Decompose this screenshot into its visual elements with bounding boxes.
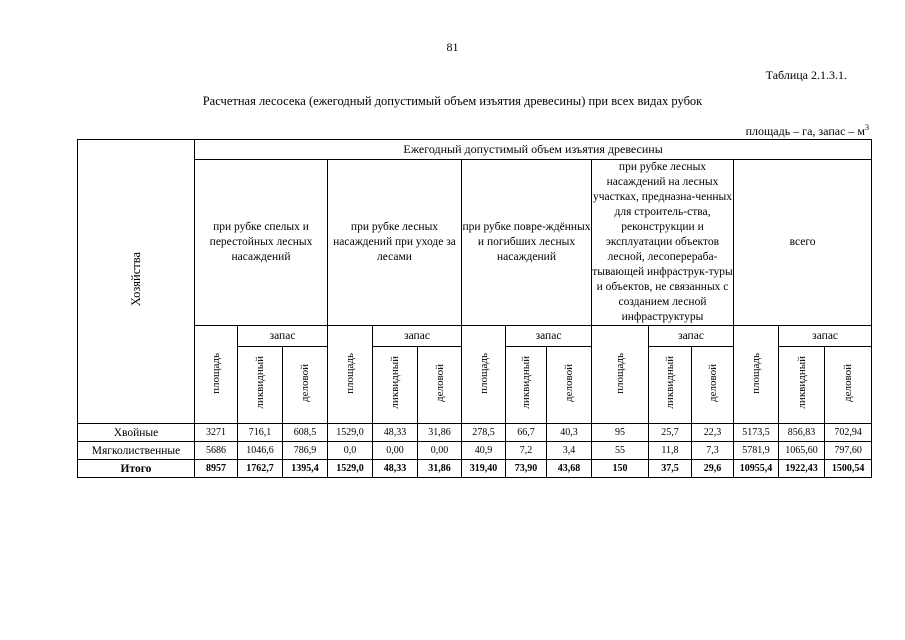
data-cell: 1046,6 xyxy=(238,442,283,460)
data-cell: 5173,5 xyxy=(734,424,779,442)
business-header-cell xyxy=(825,347,872,424)
data-cell: 73,90 xyxy=(506,460,547,478)
zapas-header: запас xyxy=(779,326,872,347)
area-header-cell xyxy=(734,326,779,424)
data-cell: 25,7 xyxy=(649,424,692,442)
units-superscript: 3 xyxy=(865,123,869,132)
data-cell: 608,5 xyxy=(283,424,328,442)
data-cell: 8957 xyxy=(195,460,238,478)
units-text: площадь – га, запас – м xyxy=(745,124,865,138)
liquid-header: ликвидный xyxy=(520,356,532,409)
area-header: площадь xyxy=(344,352,356,394)
area-header-cell xyxy=(328,326,373,424)
farm-header-cell xyxy=(78,140,195,424)
table-label: Таблица 2.1.3.1. xyxy=(765,68,847,82)
farm-header: Хозяйства xyxy=(128,252,143,307)
data-cell: 278,5 xyxy=(462,424,506,442)
row-label: Мягколиственные xyxy=(78,442,195,460)
data-cell: 37,5 xyxy=(649,460,692,478)
document-title: Расчетная лесосека (ежегодный допустимый объем изъятия древесины) при всех видах рубок xyxy=(202,94,703,108)
liquid-header-cell xyxy=(649,347,692,424)
area-header: площадь xyxy=(614,352,626,394)
data-cell: 11,8 xyxy=(649,442,692,460)
table-row xyxy=(78,424,872,442)
area-header-cell xyxy=(462,326,506,424)
data-cell: 856,83 xyxy=(779,424,825,442)
business-header: деловой xyxy=(706,363,719,402)
page-number: 81 xyxy=(446,40,459,54)
category-header: при рубке спелых и перестойных лесных насаждений xyxy=(195,160,328,326)
data-cell: 7,2 xyxy=(506,442,547,460)
zapas-header: запас xyxy=(238,326,328,347)
data-cell: 797,60 xyxy=(825,442,872,460)
data-cell: 0,00 xyxy=(373,442,418,460)
data-cell: 7,3 xyxy=(692,442,734,460)
liquid-header: ликвидный xyxy=(664,356,676,409)
business-header: деловой xyxy=(563,363,575,402)
data-cell: 40,9 xyxy=(462,442,506,460)
data-cell: 10955,4 xyxy=(734,460,779,478)
data-cell: 1529,0 xyxy=(328,424,373,442)
liquid-header-cell xyxy=(779,347,825,424)
data-cell: 40,3 xyxy=(547,424,592,442)
data-cell: 716,1 xyxy=(238,424,283,442)
category-header: при рубке лесных насаждений на лесных участках, предназна-ченных для строитель-ства, реконструкции и эксплуатации объектов лесной, лесоперераба-тывающей инфраструк-туры и объектов, не связанных с созданием лесной инфраструктуры xyxy=(592,160,734,326)
data-cell: 786,9 xyxy=(283,442,328,460)
row-label: Хвойные xyxy=(78,424,195,442)
liquid-header-cell xyxy=(238,347,283,424)
business-header-cell xyxy=(692,347,734,424)
business-header-cell xyxy=(283,347,328,424)
data-cell: 48,33 xyxy=(373,460,418,478)
data-cell: 1529,0 xyxy=(328,460,373,478)
category-header: всего xyxy=(734,160,872,326)
row-label: Итого xyxy=(78,460,195,478)
business-header: деловой xyxy=(842,363,855,402)
data-cell: 5781,9 xyxy=(734,442,779,460)
data-cell: 1395,4 xyxy=(283,460,328,478)
data-cell: 48,33 xyxy=(373,424,418,442)
area-header-cell xyxy=(592,326,649,424)
liquid-header: ликвидный xyxy=(795,356,808,409)
business-header: деловой xyxy=(299,363,311,402)
business-header: деловой xyxy=(433,363,446,402)
data-cell: 3271 xyxy=(195,424,238,442)
data-cell: 1762,7 xyxy=(238,460,283,478)
data-cell: 22,3 xyxy=(692,424,734,442)
data-cell: 5686 xyxy=(195,442,238,460)
category-header: при рубке лесных насаждений при уходе за лесами xyxy=(328,160,462,326)
zapas-header: запас xyxy=(373,326,462,347)
data-cell: 0,00 xyxy=(418,442,462,460)
area-header-cell xyxy=(195,326,238,424)
data-cell: 43,68 xyxy=(547,460,592,478)
data-cell: 31,86 xyxy=(418,424,462,442)
area-header: площадь xyxy=(210,352,222,394)
data-cell: 95 xyxy=(592,424,649,442)
data-cell: 1922,43 xyxy=(779,460,825,478)
data-cell: 55 xyxy=(592,442,649,460)
liquid-header: ликвидный xyxy=(254,356,266,409)
data-cell: 1065,60 xyxy=(779,442,825,460)
zapas-header: запас xyxy=(649,326,734,347)
business-header-cell xyxy=(418,347,462,424)
category-header: при рубке повре-ждённых и погибших лесных насаждений xyxy=(462,160,592,326)
liquid-header-cell xyxy=(373,347,418,424)
liquid-header-cell xyxy=(506,347,547,424)
table-row xyxy=(78,442,872,460)
data-cell: 319,40 xyxy=(462,460,506,478)
data-cell: 29,6 xyxy=(692,460,734,478)
liquid-header: ликвидный xyxy=(389,356,401,409)
harvest-table xyxy=(77,139,872,478)
data-cell: 0,0 xyxy=(328,442,373,460)
area-header: площадь xyxy=(750,352,762,394)
data-cell: 31,86 xyxy=(418,460,462,478)
total-row xyxy=(78,460,872,478)
units-note xyxy=(746,123,869,139)
zapas-header: запас xyxy=(506,326,592,347)
business-header-cell xyxy=(547,347,592,424)
data-cell: 150 xyxy=(592,460,649,478)
data-cell: 3,4 xyxy=(547,442,592,460)
data-cell: 1500,54 xyxy=(825,460,872,478)
area-header: площадь xyxy=(477,352,490,394)
data-cell: 66,7 xyxy=(506,424,547,442)
main-header: Ежегодный допустимый объем изъятия древесины xyxy=(195,140,872,160)
data-cell: 702,94 xyxy=(825,424,872,442)
